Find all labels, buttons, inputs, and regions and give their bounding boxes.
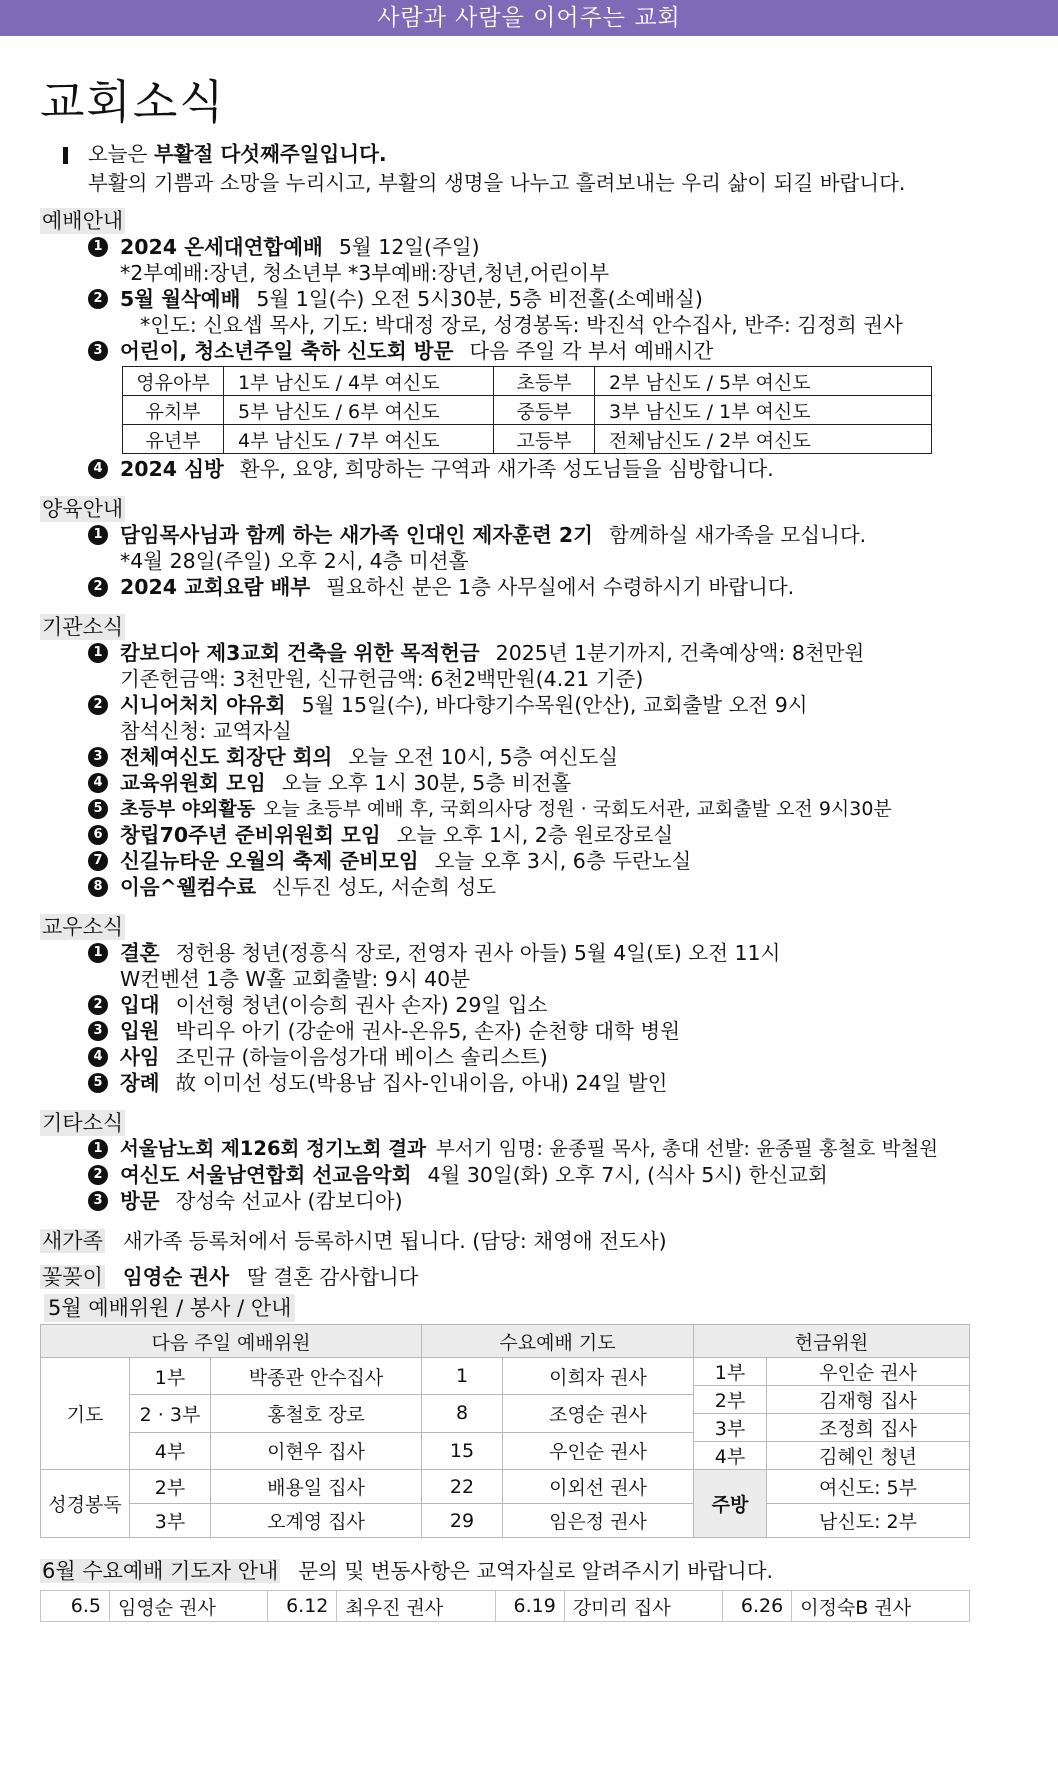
- member-item-1: 1 결혼 정헌용 청년(정흥식 장로, 전영자 권사 아들) 5월 4일(토) 오전 11시: [40, 940, 1030, 966]
- member-item-4: 4 사임 조민규 (하늘이음성가대 베이스 솔리스트): [40, 1044, 1030, 1070]
- newcomers-heading: 새가족: [42, 1229, 103, 1253]
- number-2-icon: 2: [88, 577, 108, 597]
- number-8-icon: 8: [88, 877, 108, 897]
- number-1-icon: 1: [88, 237, 108, 257]
- number-2-icon: 2: [88, 1165, 108, 1185]
- table-row: [41, 1325, 970, 1358]
- table-row: 4부 김혜인 청년: [694, 1442, 969, 1470]
- table-row: 4부 이현우 집사 15 우인순 권사: [41, 1432, 970, 1469]
- duty-title: 5월 예배위원 / 봉사 / 안내: [44, 1294, 295, 1322]
- worship-item-2-sub: *인도: 신요셉 목사, 기도: 박대정 장로, 성경봉독: 박진석 안수집사, 반주: 김정희 권사: [140, 313, 903, 337]
- offering-table: [694, 1358, 969, 1469]
- number-3-icon: 3: [88, 1191, 108, 1211]
- org-item-8: 8 이음^웰컴수료 신두진 성도, 서순희 성도: [40, 874, 1030, 900]
- training-item-2: 2 2024 교회요람 배부 필요하신 분은 1층 사무실에서 수령하시기 바랍니다.: [40, 574, 1030, 600]
- header-banner: 사람과 사람을 이어주는 교회: [0, 0, 1058, 36]
- number-3-icon: 3: [88, 341, 108, 361]
- news-content: [40, 140, 1030, 1622]
- page-title: 교회소식: [40, 75, 226, 129]
- number-2-icon: 2: [88, 695, 108, 715]
- org-item-4: 4 교육위원회 모임 오늘 오후 1시 30분, 5층 비전홀: [40, 770, 1030, 796]
- newcomers-text: 새가족 등록처에서 등록하시면 됩니다. (담당: 채영애 전도사): [122, 1229, 667, 1253]
- number-3-icon: 3: [88, 1021, 108, 1041]
- table-row: 2부 김재형 집사: [694, 1386, 969, 1414]
- table-row: 6.5 임영순 권사 6.12 최우진 권사 6.19 강미리 집사 6.26 이정숙B 권사: [41, 1591, 970, 1622]
- number-1-icon: 1: [88, 1139, 108, 1159]
- org-item-2: 2 시니어처치 야유회 5월 15일(수), 바다향기수목원(안산), 교회출발 오전 9시: [40, 692, 1030, 718]
- duty-header-sunday: 다음 주일 예배위원: [41, 1325, 422, 1358]
- number-5-icon: 5: [88, 799, 108, 819]
- member-item-5: 5 장례 故 이미선 성도(박용남 집사-인내이음, 아내) 24일 발인: [40, 1070, 1030, 1096]
- flowers-heading: 꽃꽂이: [42, 1265, 103, 1289]
- duty-header-wednesday: 수요예배 기도: [422, 1325, 694, 1358]
- etc-item-1: 1 서울남노회 제126회 정기노회 결과 부서기 임명: 윤종필 목사, 총대 선발: 윤종필 홍철호 박철원: [40, 1136, 1030, 1162]
- bullet-bar-icon: [63, 147, 68, 164]
- table-row: 성경봉독 2부 배용일 집사 22 이외선 권사 주방 여신도: 5부: [41, 1470, 970, 1504]
- june-title: 6월 수요예배 기도자 안내: [42, 1559, 279, 1583]
- org-item-5: 5 초등부 야외활동 오늘 초등부 예배 후, 국회의사당 정원 · 국회도서관, 교회출발 오전 9시30분: [40, 796, 1030, 822]
- table-row: 영유아부 1부 남신도 / 4부 여신도 초등부 2부 남신도 / 5부 여신도: [123, 367, 932, 396]
- offering-subtable-cell: [694, 1358, 970, 1470]
- duty-header-offering: 헌금위원: [694, 1325, 970, 1358]
- section-heading-members: 교우소식: [42, 915, 124, 939]
- member-item-3: 3 입원 박리우 아기 (강순애 권사-온유5, 손자) 순천향 대학 병원: [40, 1018, 1030, 1044]
- duty-table: [40, 1324, 970, 1538]
- org-item-7: 7 신길뉴타운 오월의 축제 준비모임 오늘 오후 3시, 6층 두란노실: [40, 848, 1030, 874]
- org-item-1: 1 캄보디아 제3교회 건축을 위한 목적헌금 2025년 1분기까지, 건축예상액: 8천만원: [40, 640, 1030, 666]
- june-prayer-table: [40, 1590, 970, 1622]
- number-4-icon: 4: [88, 1047, 108, 1067]
- table-row: 2 · 3부 홍철호 장로 8 조영순 권사: [41, 1395, 970, 1432]
- member-item-2: 2 입대 이선형 청년(이승희 권사 손자) 29일 입소: [40, 992, 1030, 1018]
- training-item-1-sub: *4월 28일(주일) 오후 2시, 4층 미션홀: [120, 549, 469, 573]
- intro-prefix: 오늘은: [88, 142, 154, 166]
- etc-item-2: 2 여신도 서울남연합회 선교음악회 4월 30일(화) 오후 7시, (식사 5시) 한신교회: [40, 1162, 1030, 1188]
- intro-highlight: 부활절 다섯째주일입니다.: [153, 142, 387, 166]
- table-row: 3부 오계영 집사 29 임은정 권사 남신도: 2부: [41, 1504, 970, 1538]
- number-1-icon: 1: [88, 525, 108, 545]
- number-4-icon: 4: [88, 773, 108, 793]
- number-6-icon: 6: [88, 825, 108, 845]
- org-item-2-sub: 참석신청: 교역자실: [120, 719, 292, 743]
- worship-item-1: 1 2024 온세대연합예배 5월 12일(주일): [40, 234, 1030, 260]
- department-visit-table: [122, 366, 932, 454]
- newcomers-line: [40, 1226, 1030, 1256]
- section-heading-training: 양육안내: [42, 497, 124, 521]
- kitchen-label: 주방: [694, 1470, 767, 1538]
- number-1-icon: 1: [88, 643, 108, 663]
- table-row: 기도 1부 박종관 안수집사 1 이희자 권사 1부 우인순 권사 2부 김재형 집사 3부 조정희 집사 4부 김혜인 청년: [41, 1358, 970, 1395]
- intro-line2: 부활의 기쁨과 소망을 누리시고, 부활의 생명을 나누고 흘려보내는 우리 삶이 되길 바랍니다.: [88, 171, 906, 195]
- number-3-icon: 3: [88, 747, 108, 767]
- etc-item-3: 3 방문 장성숙 선교사 (캄보디아): [40, 1188, 1030, 1214]
- intro: [40, 140, 1030, 198]
- duty-group-prayer: 기도: [41, 1358, 130, 1470]
- number-7-icon: 7: [88, 851, 108, 871]
- member-item-1-sub: W컨벤션 1층 W홀 교회출발: 9시 40분: [120, 967, 471, 991]
- training-item-1: 1 담임목사님과 함께 하는 새가족 인대인 제자훈련 2기 함께하실 새가족을 모십니다.: [40, 522, 1030, 548]
- flowers-line: [40, 1262, 1030, 1292]
- table-row: 유치부 5부 남신도 / 6부 여신도 중등부 3부 남신도 / 1부 여신도: [123, 396, 932, 425]
- number-2-icon: 2: [88, 995, 108, 1015]
- worship-item-2: 2 5월 월삭예배 5월 1일(수) 오전 5시30분, 5층 비전홀(소예배실): [40, 286, 1030, 312]
- worship-item-1-sub: *2부예배:장년, 청소년부 *3부예배:장년,청년,어린이부: [120, 261, 610, 285]
- worship-item-4: 4 2024 심방 환우, 요양, 희망하는 구역과 새가족 성도님들을 심방합니다.: [40, 456, 1030, 482]
- number-1-icon: 1: [88, 943, 108, 963]
- duty-group-scripture: 성경봉독: [41, 1470, 130, 1538]
- number-5-icon: 5: [88, 1073, 108, 1093]
- section-heading-etc: 기타소식: [42, 1111, 124, 1135]
- org-item-1-sub: 기존헌금액: 3천만원, 신규헌금액: 6천2백만원(4.21 기준): [120, 667, 644, 691]
- org-item-3: 3 전체여신도 회장단 회의 오늘 오전 10시, 5층 여신도실: [40, 744, 1030, 770]
- table-row: 유년부 4부 남신도 / 7부 여신도 고등부 전체남신도 / 2부 여신도: [123, 425, 932, 454]
- table-row: 3부 조정희 집사: [694, 1414, 969, 1442]
- table-row: 1부 우인순 권사: [694, 1358, 969, 1386]
- june-line: [40, 1556, 1030, 1586]
- org-item-6: 6 창립70주년 준비위원회 모임 오늘 오후 1시, 2층 원로장로실: [40, 822, 1030, 848]
- number-4-icon: 4: [88, 459, 108, 479]
- number-2-icon: 2: [88, 289, 108, 309]
- worship-item-3: 3 어린이, 청소년주일 축하 신도회 방문 다음 주일 각 부서 예배시간: [40, 338, 1030, 364]
- flowers-text: 딸 결혼 감사합니다: [247, 1265, 419, 1289]
- june-note: 문의 및 변동사항은 교역자실로 알려주시기 바랍니다.: [298, 1559, 774, 1583]
- section-heading-worship: 예배안내: [42, 209, 124, 233]
- flowers-name: 임영순 권사: [122, 1265, 230, 1289]
- section-heading-organization: 기관소식: [42, 615, 124, 639]
